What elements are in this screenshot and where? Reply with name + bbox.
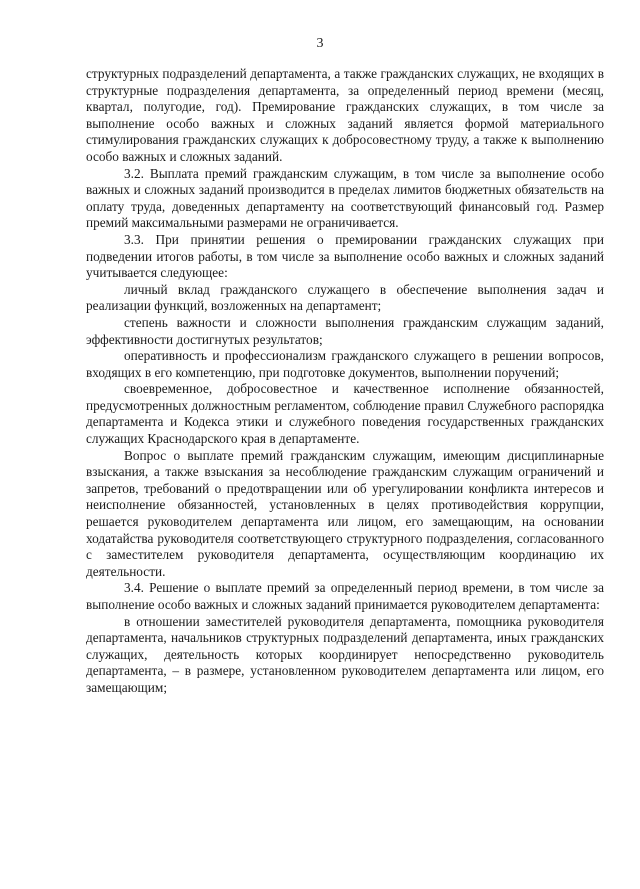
paragraph: оперативность и профессионализм гражданского служащего в решении вопросов, входящих в его компетенцию, при подготовке документов, выполнении поручений; xyxy=(86,348,604,380)
paragraph: степень важности и сложности выполнения гражданским служащим заданий, эффективности достигнутых результатов; xyxy=(86,314,604,347)
paragraph: своевременное, добросовестное и качественное исполнение обязанностей, предусмотренных должностным регламентом, соблюдение правил Служебного распорядка департамента и Кодекса этики и служебного поведения государственных гражданских служащих Краснодарского края в департаменте. xyxy=(86,381,604,447)
paragraph: 3.2. Выплата премий гражданским служащим, в том числе за выполнение особо важных и сложных заданий производится в пределах лимитов бюджетных обязательств на оплату труда, доведенных департаменту на соответствующий финансовый год. Размер премий максимальными размерами не ограничивается. xyxy=(86,165,604,231)
paragraph: структурных подразделений департамента, а также гражданских служащих, не входящих в структурные подразделения департамента, за определенный период времени (месяц, квартал, полугодие, год). Премирование гражданских служащих, в том числе за выполнение особо важных и сложных заданий является формой материального стимулирования гражданских служащих к добросовестному труду, а также к выполнению особо важных и сложных заданий. xyxy=(86,66,604,164)
page-number: 3 xyxy=(316,36,324,51)
paragraph: в отношении заместителей руководителя департамента, помощника руководителя департамента, начальников структурных подразделений департамента, иных гражданских служащих, деятельность которых координирует непосредственно руководитель департамента, – в размере, установленном руководителем департамента или лицом, его замещающим; xyxy=(86,613,604,695)
paragraph: личный вклад гражданского служащего в обеспечение выполнения задач и реализации функций, возложенных на департамент; xyxy=(86,281,604,314)
paragraph: 3.3. При принятии решения о премировании гражданских служащих при подведении итогов работы, в том числе за выполнение особо важных и сложных заданий учитывается следующее: xyxy=(86,231,604,281)
paragraph: 3.4. Решение о выплате премий за определенный период времени, в том числе за выполнение особо важных и сложных заданий принимается руководителем департамента: xyxy=(86,580,604,612)
paragraph: Вопрос о выплате премий гражданским служащим, имеющим дисциплинарные взыскания, а также взыскания за несоблюдение гражданским служащим ограничений и запретов, требований о предотвращении или об урегулировании конфликта интересов и неисполнение обязанностей, установленных в целях противодействия коррупции, решается руководителем департамента или лицом, его замещающим, на основании ходатайства руководителя соответствующего структурного подразделения, согласованного с заместителем руководителя департамента, осуществляющим координацию их деятельности. xyxy=(86,447,604,579)
document-body xyxy=(86,66,604,697)
